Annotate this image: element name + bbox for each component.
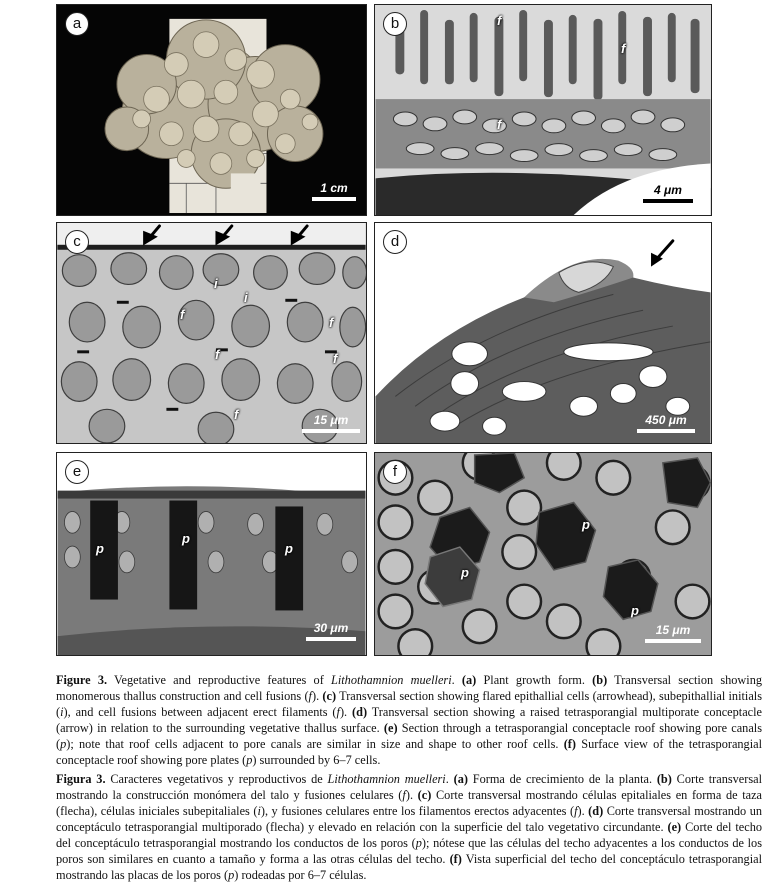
panel-e-scale-text: 30 μm: [313, 621, 349, 635]
caption-en-panel-ref: (e): [383, 721, 398, 736]
caption-en-text: Section through a tetrasporangial conceptacle roof showing pore canals (: [56, 721, 762, 752]
panel-c-scale-bar: [302, 413, 360, 433]
panel-e: [56, 452, 367, 656]
panel-b-label: b: [383, 12, 407, 36]
caption-es-symbol: p: [228, 868, 235, 883]
panel-a-scale-bar: [312, 181, 356, 201]
caption-es-symbol: i: [257, 803, 261, 818]
caption-es-panel-ref: (f): [449, 852, 462, 867]
panel-a-label: a: [65, 12, 89, 36]
panel-f-label: f: [383, 460, 407, 484]
caption-en-text: Transversal section showing a raised tetrasporangial multiporate conceptacle (arrow) in relation to the surrounding vegetative thallus surface.: [56, 705, 762, 736]
caption-en-text: .: [451, 673, 462, 687]
caption-es-text: ), y fusiones celulares entre los filamentos erectos adyacentes (: [260, 803, 575, 818]
panel-c-fusion-mark: f: [333, 351, 338, 366]
caption-es-text: ).: [577, 803, 589, 818]
caption-en-text: ).: [311, 689, 323, 704]
panel-e-label: e: [65, 460, 89, 484]
panel-b-fusion-mark: f: [621, 41, 626, 56]
caption-en-text: Surface view of the tetrasporangial conceptacle roof showing pore plates (: [56, 737, 762, 768]
panel-d-arrow: [375, 223, 711, 443]
caption-en-symbol: f: [336, 705, 340, 720]
caption-en-panel-ref: (f): [563, 737, 576, 752]
panel-c: [56, 222, 367, 444]
panel-e-scale-bar: [306, 621, 356, 641]
panel-c-initial-mark: i: [214, 276, 218, 291]
panel-b-scale-text: 4 μm: [654, 183, 682, 197]
panel-f-scale-text: 15 μm: [655, 623, 691, 637]
caption-es-species: Lithothamnion muelleri: [327, 771, 446, 786]
panel-f-scale-bar: [645, 623, 701, 643]
caption-en-panel-ref: (a): [461, 673, 477, 687]
panel-c-scale-text: 15 μm: [313, 413, 349, 427]
caption-es-text: .: [445, 771, 454, 786]
panel-c-label: c: [65, 230, 89, 254]
panel-f-pore-mark: p: [461, 565, 469, 580]
caption-en-symbol: i: [60, 705, 64, 720]
caption-es-text: Vista superficial del techo del conceptáculo tetrasporangial mostrando las placas de los poros (: [56, 852, 762, 883]
panel-d-scale-text: 450 μm: [645, 413, 687, 427]
caption-es-text: Forma de crecimiento de la planta.: [467, 771, 657, 786]
panel-e-pore-mark: p: [182, 531, 190, 546]
caption-es-symbol: f: [574, 803, 578, 818]
caption-es-text: ).: [405, 787, 418, 802]
panel-b-fusion-mark: f: [497, 117, 502, 132]
caption-es-text: Caracteres vegetativos y reproductivos de: [105, 771, 328, 786]
caption-es-text: Corte transversal mostrando la construcción monómera del talo y fusiones celulares (: [56, 771, 763, 802]
caption-es-text: Corte del techo del conceptáculo tetrasporangial mostrando los conductos de los poros (: [56, 819, 762, 850]
panel-d-scale-bar: [637, 413, 695, 433]
caption-en-text: Vegetative and reproductive features of: [107, 673, 331, 687]
panel-c-fusion-mark: f: [329, 315, 334, 330]
figure-caption: [56, 672, 762, 885]
caption-es-panel-ref: (c): [417, 787, 432, 802]
panel-c-fusion-mark: f: [234, 407, 239, 422]
caption-en-panel-ref: (c): [322, 689, 337, 704]
panel-e-pore-mark: p: [285, 541, 293, 556]
caption-en-text: Transversal section showing flared epithallial cells (arrowhead), subepithallial initials (: [56, 689, 762, 720]
panel-b: [374, 4, 712, 216]
caption-en-lead: Figure 3.: [56, 673, 108, 687]
panel-f-pore-mark: p: [631, 603, 639, 618]
caption-es-panel-ref: (b): [656, 771, 672, 786]
caption-es-symbol: p: [415, 835, 422, 850]
panel-e-pore-mark: p: [96, 541, 104, 556]
caption-en-symbol: p: [60, 737, 67, 752]
caption-es-panel-ref: (e): [667, 819, 682, 834]
caption-en-text: ), and cell fusions between adjacent erect filaments (: [63, 705, 337, 720]
panel-a: [56, 4, 367, 216]
panel-d: [374, 222, 712, 444]
caption-en-panel-ref: (b): [592, 673, 608, 687]
caption-es-lead: Figura 3.: [56, 771, 106, 786]
caption-en-panel-ref: (d): [352, 705, 368, 720]
panel-d-label: d: [383, 230, 407, 254]
caption-es-text: ) rodeadas por 6–7 células.: [234, 868, 367, 883]
panel-c-initial-mark: i: [244, 290, 248, 305]
panel-c-fusion-mark: f: [215, 347, 220, 362]
caption-en-text: Plant growth form.: [476, 673, 593, 687]
panel-f-pore-mark: p: [582, 517, 590, 532]
caption-spanish: [56, 771, 762, 884]
panel-b-scale-bar: [643, 183, 693, 203]
panel-b-fusion-mark: f: [497, 13, 502, 28]
caption-english: [56, 672, 762, 769]
caption-es-panel-ref: (d): [588, 803, 604, 818]
caption-es-panel-ref: (a): [453, 771, 468, 786]
caption-es-text: ); nótese que las células del techo adyacentes a los conductos de los poros son similares en cuanto a tamaño y forma a las otras células del techo.: [56, 835, 762, 867]
caption-es-text: Corte transversal mostrando un conceptáculo tetrasporangial multiporado (flecha) y elevado en relación con la superficie del talo vegetativo circundante.: [56, 803, 763, 834]
caption-en-species: Lithothamnion muelleri: [331, 673, 452, 687]
caption-es-text: Corte transversal mostrando células epitaliales en forma de taza (flecha), células iniciales subepitaliales (: [56, 787, 762, 818]
panel-a-scale-text: 1 cm: [320, 181, 348, 195]
caption-en-symbol: f: [308, 689, 312, 704]
caption-es-symbol: f: [402, 787, 406, 802]
panel-c-fusion-mark: f: [180, 307, 185, 322]
caption-en-text: ) surrounded by 6–7 cells.: [252, 753, 381, 768]
caption-en-symbol: p: [246, 753, 253, 768]
panel-f: [374, 452, 712, 656]
caption-en-text: Transversal section showing monomerous thallus construction and cell fusions (: [56, 673, 763, 704]
caption-en-text: ).: [339, 705, 353, 720]
caption-en-text: ); note that roof cells adjacent to pore canals are similar in size and shape to other roof cells.: [66, 737, 564, 752]
panel-c-arrowheads: [57, 223, 366, 443]
